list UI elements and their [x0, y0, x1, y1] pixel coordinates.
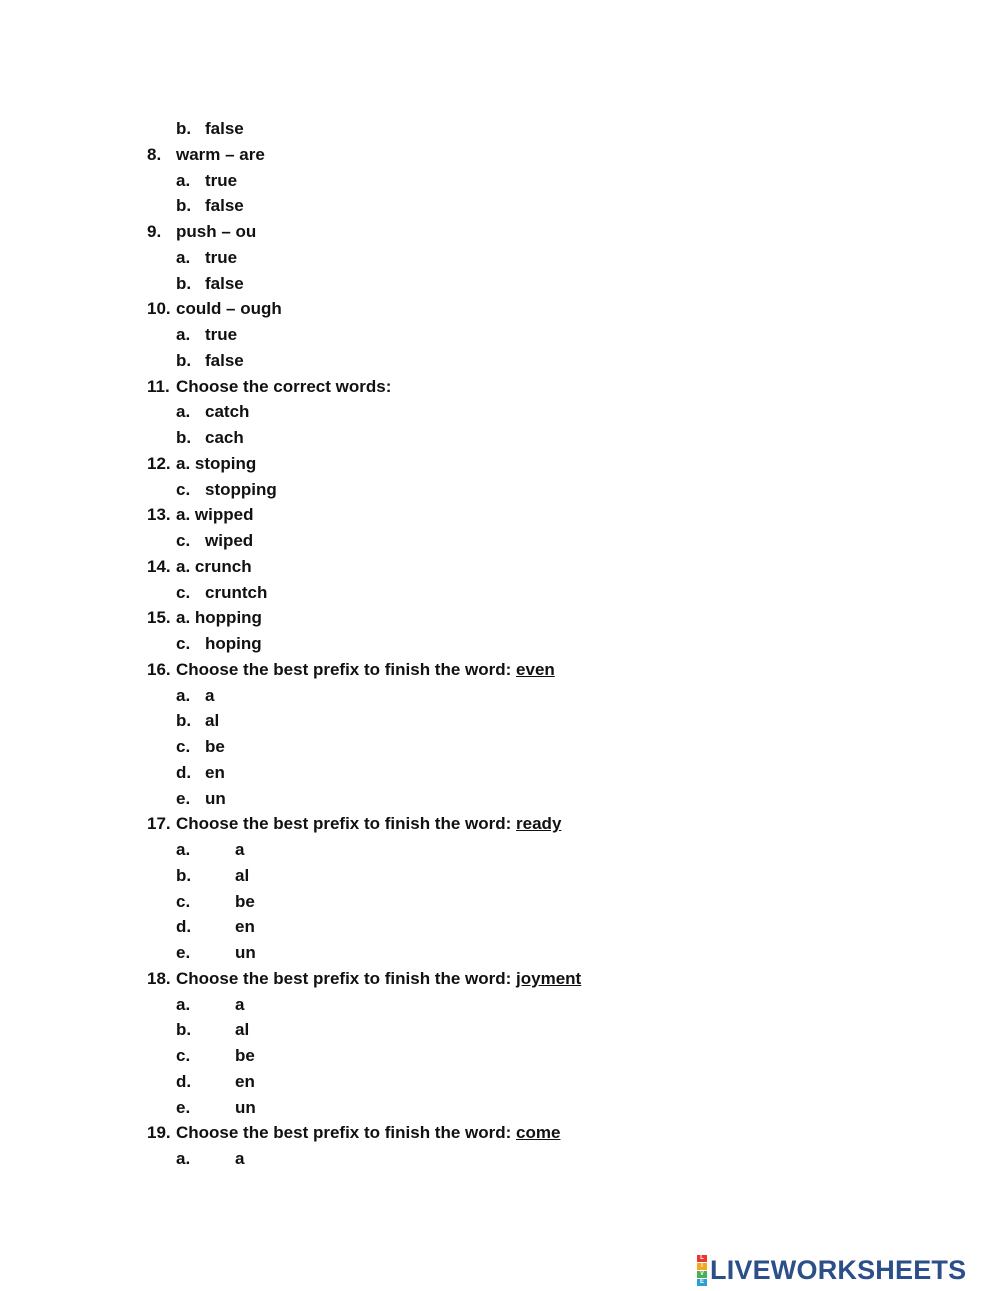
question-prompt: Choose the best prefix to finish the word:: [176, 659, 517, 679]
option-text: al: [235, 1020, 250, 1040]
answer-option: [0, 528, 1000, 554]
option-letter: e.: [176, 943, 191, 962]
option-text: en: [235, 1071, 255, 1091]
option-letter: c.: [176, 1046, 191, 1065]
option-text: be: [235, 1046, 255, 1065]
question-text: [176, 374, 391, 400]
target-word: even: [516, 659, 555, 679]
question-line: [0, 554, 1000, 580]
option-letter: a.: [176, 402, 191, 422]
answer-option: [0, 1069, 1000, 1095]
question-number: 16.: [147, 659, 171, 679]
option-text: false: [205, 273, 244, 293]
question-line: [0, 296, 1000, 322]
option-text: a: [205, 685, 215, 705]
question-line: [0, 811, 1000, 837]
logo-cube: I: [697, 1263, 707, 1270]
question-text: [176, 605, 262, 631]
question-prompt: Choose the best prefix to finish the word:: [176, 968, 517, 988]
answer-option: [0, 168, 1000, 194]
option-letter: b.: [176, 350, 192, 370]
answer-option: [0, 1095, 1000, 1121]
answer-option: [0, 683, 1000, 709]
answer-option: [0, 399, 1000, 425]
logo-cube: E: [697, 1279, 707, 1286]
option-letter: b.: [176, 119, 192, 138]
option-text: a: [235, 994, 245, 1014]
option-letter: c.: [176, 634, 191, 653]
answer-option: [0, 348, 1000, 374]
answer-option: [0, 1043, 1000, 1069]
logo-text: LIVEWORKSHEETS: [710, 1254, 967, 1285]
logo-cube: V: [697, 1271, 707, 1278]
question-line: [0, 605, 1000, 631]
answer-option: [0, 914, 1000, 940]
question-prompt: push – ou: [176, 222, 257, 241]
logo-cube: L: [697, 1255, 707, 1262]
option-letter: a.: [176, 685, 191, 705]
answer-option: [0, 580, 1000, 606]
answer-option: [0, 940, 1000, 966]
answer-option: [0, 992, 1000, 1018]
option-text: en: [205, 762, 225, 782]
option-text: al: [205, 711, 220, 731]
question-prompt: a. stoping: [176, 453, 257, 473]
question-line: [0, 1120, 1000, 1146]
question-prompt: Choose the best prefix to finish the word:: [176, 814, 517, 834]
option-text: un: [235, 943, 256, 962]
question-line: [0, 451, 1000, 477]
question-text: [176, 811, 561, 837]
answer-option: [0, 837, 1000, 863]
logo-cubes-icon: [697, 1255, 707, 1286]
option-text: false: [205, 119, 244, 138]
option-letter: a.: [176, 994, 191, 1014]
option-letter: b.: [176, 1020, 192, 1040]
option-text: hoping: [205, 634, 262, 653]
option-text: be: [235, 891, 255, 911]
option-letter: c.: [176, 737, 191, 756]
answer-option: [0, 322, 1000, 348]
question-text: [176, 657, 555, 683]
option-letter: b.: [176, 711, 192, 731]
question-prompt: could – ough: [176, 299, 282, 319]
option-text: wiped: [205, 531, 254, 550]
question-number: 19.: [147, 1123, 171, 1143]
option-text: false: [205, 196, 244, 216]
option-text: true: [205, 247, 238, 267]
option-letter: b.: [176, 865, 192, 885]
answer-option: [0, 889, 1000, 915]
question-text: [176, 502, 253, 528]
option-text: catch: [205, 402, 250, 422]
option-text: cach: [205, 428, 244, 447]
answer-option: [0, 193, 1000, 219]
target-word: ready: [516, 814, 562, 834]
answer-option: [0, 863, 1000, 889]
question-line: [0, 502, 1000, 528]
option-text: al: [235, 865, 250, 885]
option-letter: d.: [176, 917, 192, 937]
target-word: come: [516, 1123, 561, 1143]
question-number: 8.: [147, 144, 162, 164]
question-line: [0, 219, 1000, 245]
question-prompt: Choose the correct words:: [176, 376, 392, 396]
question-prompt: a. crunch: [176, 556, 252, 576]
option-text: stopping: [205, 479, 277, 499]
option-letter: a.: [176, 247, 191, 267]
question-text: [176, 451, 256, 477]
question-line: [0, 657, 1000, 683]
liveworksheets-logo: [697, 1254, 966, 1286]
answer-option: [0, 631, 1000, 657]
option-text: cruntch: [205, 582, 268, 602]
answer-option: [0, 477, 1000, 503]
question-prompt: a. wipped: [176, 505, 254, 525]
answer-option: [0, 271, 1000, 297]
question-prompt: warm – are: [176, 144, 265, 164]
option-letter: d.: [176, 1071, 192, 1091]
option-letter: c.: [176, 891, 191, 911]
question-text: [176, 966, 581, 992]
question-prompt: Choose the best prefix to finish the word:: [176, 1123, 517, 1143]
option-letter: b.: [176, 273, 192, 293]
option-letter: e.: [176, 1097, 191, 1117]
question-number: 13.: [147, 505, 171, 525]
option-letter: d.: [176, 762, 192, 782]
option-letter: b.: [176, 428, 192, 447]
option-letter: b.: [176, 196, 192, 216]
option-letter: e.: [176, 788, 191, 808]
option-text: un: [235, 1097, 256, 1117]
question-line: [0, 374, 1000, 400]
answer-option: [0, 734, 1000, 760]
question-text: [176, 1120, 560, 1146]
question-number: 9.: [147, 222, 162, 241]
answer-option: [0, 425, 1000, 451]
question-text: [176, 554, 252, 580]
answer-option: [0, 786, 1000, 812]
worksheet-content: [0, 116, 1000, 1172]
question-text: [176, 142, 265, 168]
option-letter: a.: [176, 325, 191, 344]
question-line: [0, 142, 1000, 168]
answer-option: [0, 760, 1000, 786]
target-word: joyment: [516, 968, 582, 988]
question-number: 10.: [147, 299, 171, 319]
answer-option: [0, 708, 1000, 734]
option-text: un: [205, 788, 226, 808]
option-text: be: [205, 737, 225, 756]
option-text: a: [235, 840, 245, 859]
option-letter: a.: [176, 1149, 191, 1168]
question-number: 15.: [147, 608, 171, 628]
question-number: 17.: [147, 814, 171, 834]
answer-option: [0, 116, 1000, 142]
option-letter: c.: [176, 479, 191, 499]
option-text: true: [205, 170, 238, 190]
option-letter: a.: [176, 840, 191, 859]
option-text: true: [205, 325, 238, 344]
question-number: 18.: [147, 968, 171, 988]
option-letter: c.: [176, 531, 191, 550]
option-letter: a.: [176, 170, 191, 190]
question-line: [0, 966, 1000, 992]
question-text: [176, 296, 282, 322]
answer-option: [0, 245, 1000, 271]
question-text: [176, 219, 256, 245]
question-number: 14.: [147, 556, 171, 576]
answer-option: [0, 1017, 1000, 1043]
option-text: a: [235, 1149, 245, 1168]
option-text: en: [235, 917, 255, 937]
option-letter: c.: [176, 582, 191, 602]
option-text: false: [205, 350, 244, 370]
answer-option: [0, 1146, 1000, 1172]
question-number: 11.: [147, 376, 170, 396]
question-number: 12.: [147, 453, 171, 473]
question-prompt: a. hopping: [176, 608, 262, 628]
